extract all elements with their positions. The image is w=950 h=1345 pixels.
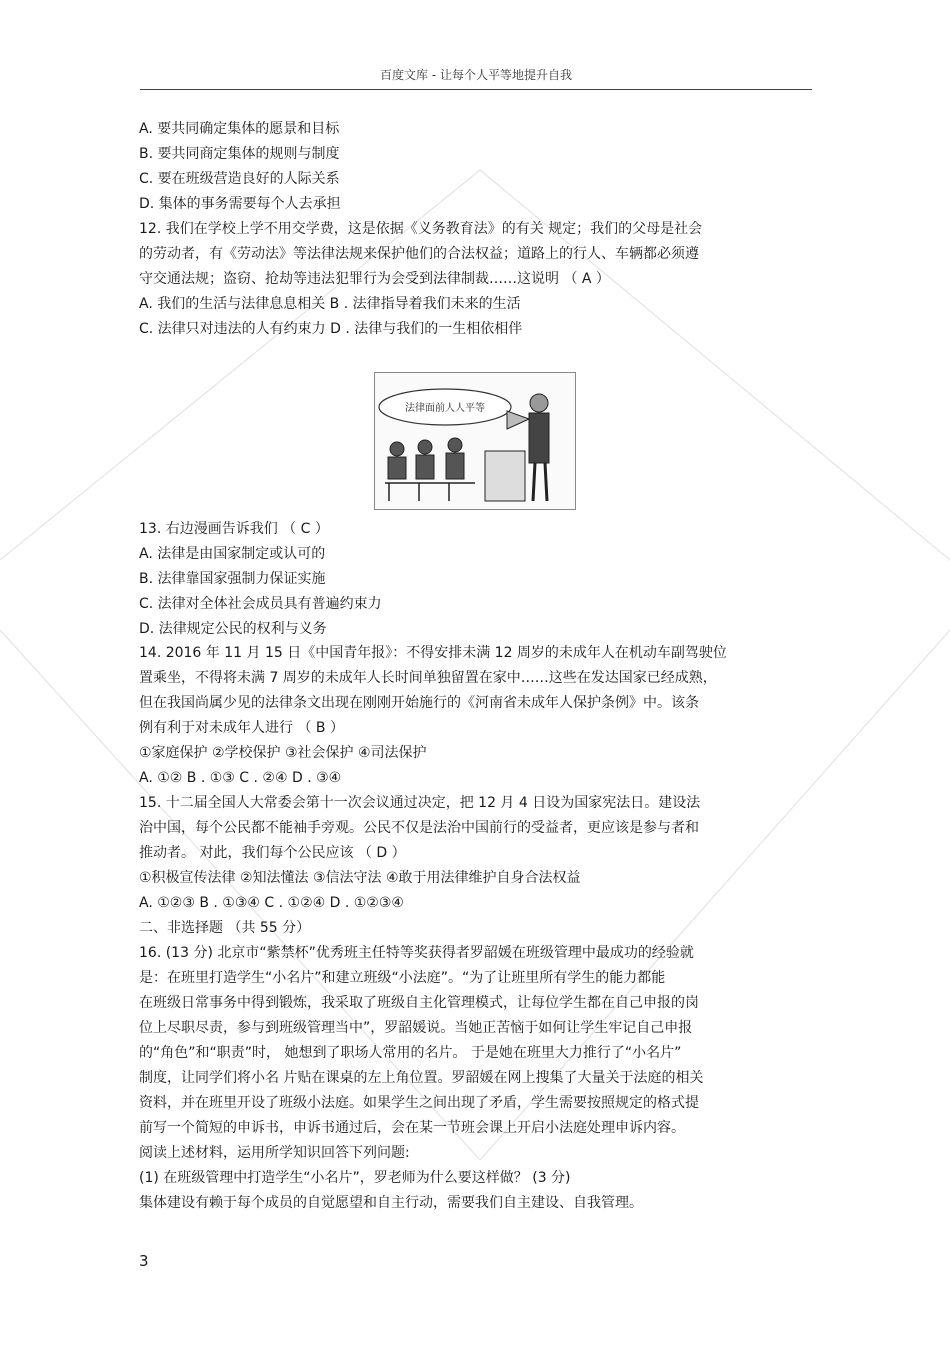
question-16-sub1: (1) 在班级管理中打造学生“小名片”，罗老师为什么要这样做？ (3 分) [139,1170,571,1186]
page-header: 百度文库 - 让每个人平等地提升自我 [140,66,812,90]
answer-16-sub1: 集体建设有赖于每个成员的自觉愿望和自主行动，需要我们自主建设、自我管理。 [139,1195,643,1211]
option-11d: D. 集体的事务需要每个人去承担 [139,196,341,212]
option-13c: C. 法律对全体社会成员具有普遍约束力 [139,596,382,612]
question-16-text: 制度，让同学们将小名 片贴在课桌的左上角位置。罗韶媛在网上搜集了大量关于法庭的相关 [139,1070,704,1086]
question-14-text: 例有利于对未成年人进行 （ B ） [139,720,344,736]
question-12-text: 12. 我们在学校上学不用交学费，这是依据《义务教育法》的有关 规定；我们的父母是社会 [139,221,703,237]
option-11b: B. 要共同商定集体的规则与制度 [139,146,340,162]
question-15-items: ①积极宣传法律 ②知法懂法 ③信法守法 ④敢于用法律维护自身合法权益 [139,870,581,886]
question-13-text: 13. 右边漫画告诉我们 （ C ） [139,521,329,537]
question-16-text: 的“角色”和“职责”时， 她想到了职场人常用的名片。 于是她在班里大力推行了“小名片” [139,1045,682,1061]
option-11a: A. 要共同确定集体的愿景和目标 [139,121,340,137]
question-16-text: 在班级日常事务中得到锻炼，我采取了班级自主化管理模式，让每位学生都在自己申报的岗 [139,995,699,1011]
question-14-text: 置乘坐，不得将未满 7 周岁的未成年人长时间单独留置在家中……这些在发达国家已经成熟， [139,670,717,686]
option-15: A. ①②③ B . ①③④ C . ①②④ D . ①②③④ [139,895,404,911]
cartoon-speech-text: 法律面前人人平等 [405,403,485,414]
option-11c: C. 要在班级营造良好的人际关系 [139,171,340,187]
question-16-text: 位上尽职尽责，参与到班级管理当中”，罗韶媛说。当她正苦恼于如何让学生牢记自己申报 [139,1020,693,1036]
question-16-instruction: 阅读上述材料，运用所学知识回答下列问题: [139,1145,410,1161]
question-16-text: 资料，并在班里开设了班级小法庭。如果学生之间出现了矛盾，学生需要按照规定的格式提 [139,1095,699,1111]
question-16-text: 是：在班里打造学生“小名片”和建立班级“小法庭”。“为了让班里所有学生的能力都能 [139,970,666,986]
question-14-items: ①家庭保护 ②学校保护 ③社会保护 ④司法保护 [139,745,427,761]
question-16-text: 16. (13 分) 北京市“紫禁杯”优秀班主任特等奖获得者罗韶媛在班级管理中最成功的经验就 [139,945,694,961]
question-15-text: 15. 十二届全国人大常委会第十一次会议通过决定，把 12 月 4 日设为国家宪法日。建设法 [139,795,701,811]
option-12ab: A. 我们的生活与法律息息相关 B . 法律指导着我们未来的生活 [139,296,521,312]
question-16-text: 前写一个简短的申诉书，申诉书通过后，会在某一节班会课上开启小法庭处理申诉内容。 [139,1120,685,1136]
section-heading: 二、非选择题 （共 55 分） [139,920,311,936]
page-number: 3 [139,1252,149,1270]
option-14: A. ①② B . ①③ C . ②④ D . ③④ [139,770,342,786]
option-12cd: C. 法律只对违法的人有约束力 D . 法律与我们的一生相依相伴 [139,321,523,337]
option-13b: B. 法律靠国家强制力保证实施 [139,571,326,587]
option-13d: D. 法律规定公民的权利与义务 [139,621,327,637]
option-13a: A. 法律是由国家制定或认可的 [139,546,326,562]
question-14-text: 但在我国尚属少见的法律条文出现在刚刚开始施行的《河南省未成年人保护条例》中。该条 [139,695,699,711]
question-12-text: 守交通法规；盗窃、抢劫等违法犯罪行为会受到法律制裁……这说明 （ A ） [139,271,610,287]
question-12-text: 的劳动者，有《劳动法》等法律法规来保护他们的合法权益；道路上的行人、车辆都必须遵 [139,246,699,262]
cartoon-image [374,372,576,510]
question-15-text: 治中国，每个公民都不能袖手旁观。公民不仅是法治中国前行的受益者，更应该是参与者和 [139,820,699,836]
question-14-text: 14. 2016 年 11 月 15 日《中国青年报》：不得安排未满 12 周岁的未成年人在机动车副驾驶位 [139,645,727,661]
question-15-text: 推动者。 对此，我们每个公民应该 （ D ） [139,845,406,861]
